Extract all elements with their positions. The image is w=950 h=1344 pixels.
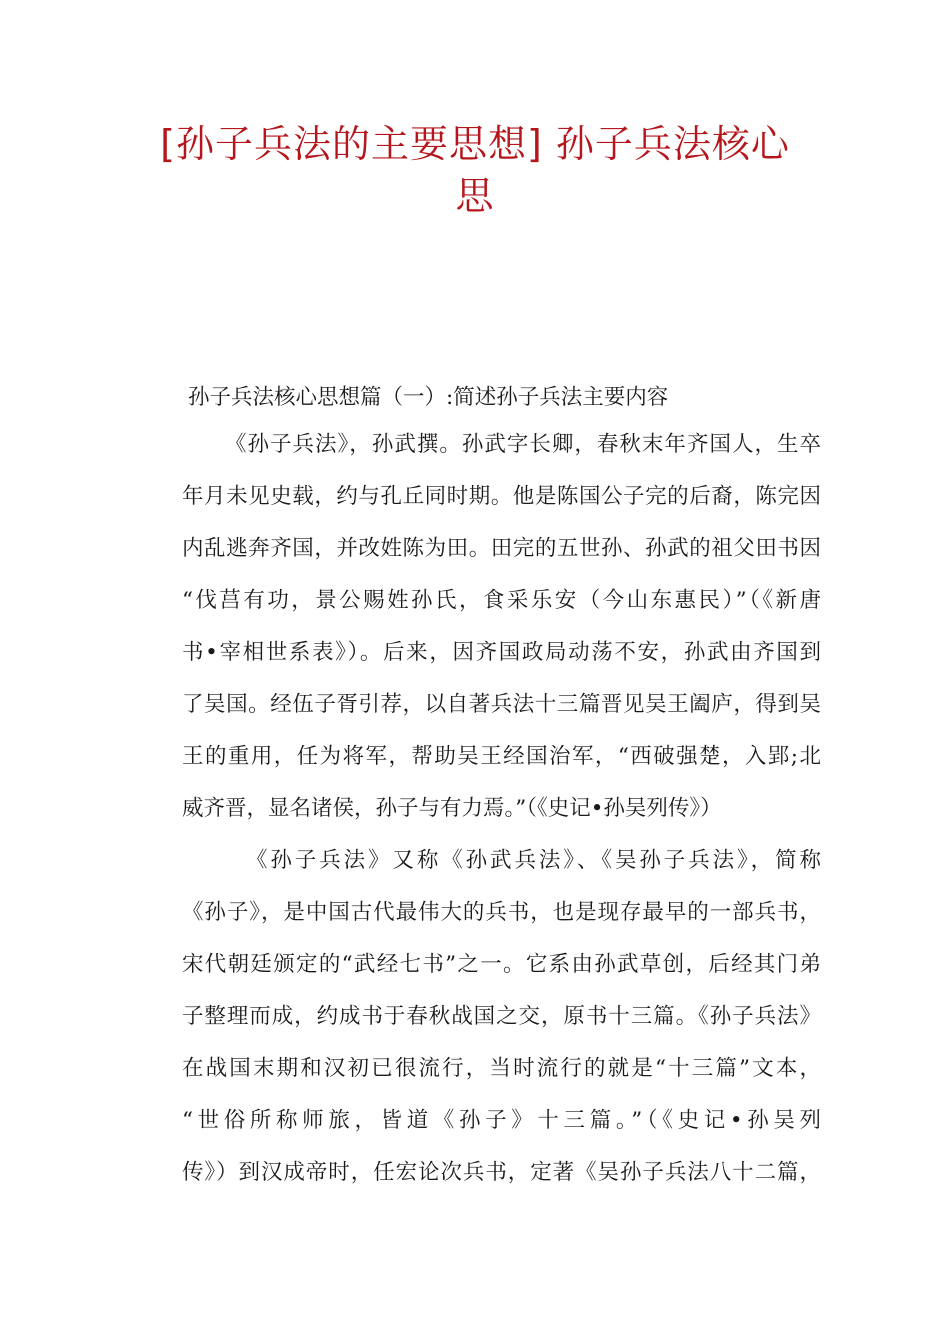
- paragraph-line: 传》）到汉成帝时，任宏论次兵书，定著《吴孙子兵法八十二篇，: [182, 1160, 821, 1185]
- paragraph-line: 子整理而成，约成书于春秋战国之交，原书十三篇。《孙子兵法》: [182, 1004, 821, 1029]
- title-line-1: [孙子兵法的主要思想] 孙子兵法核心: [160, 122, 790, 166]
- paragraph-line: 内乱逃奔齐国，并改姓陈为田。田完的五世孙、孙武的祖父田书因: [182, 536, 821, 561]
- paragraph-1: [139, 419, 821, 835]
- paragraph-line: 了吴国。经伍子胥引荐，以自著兵法十三篇晋见吴王阖庐，得到吴: [182, 692, 821, 717]
- paragraph-line: 王的重用，任为将军，帮助吴王经国治军，“西破强楚，入郢;北: [182, 744, 821, 769]
- document-title: [120, 118, 830, 222]
- section-heading: 孙子兵法核心思想篇（一）:简述孙子兵法主要内容: [188, 385, 669, 410]
- title-line-2: 思: [455, 174, 495, 218]
- paragraph-line: 在战国末期和汉初已很流行，当时流行的就是“十三篇”文本，: [182, 1056, 821, 1081]
- paragraph-line: 《孙子》，是中国古代最伟大的兵书，也是现存最早的一部兵书，: [182, 900, 821, 925]
- paragraph-2: [139, 835, 821, 1199]
- paragraph-line: 《孙子兵法》又称《孙武兵法》、《吴孙子兵法》，简称: [246, 848, 821, 873]
- paragraph-line: 年月未见史载，约与孔丘同时期。他是陈国公子完的后裔，陈完因: [182, 484, 821, 509]
- paragraph-line: “伐莒有功，景公赐姓孙氏，食采乐安（今山东惠民）”（《新唐: [182, 588, 821, 613]
- paragraph-line: 威齐晋，显名诸侯，孙子与有力焉。”（《史记•孙吴列传》）: [182, 796, 722, 821]
- paragraph-line: 宋代朝廷颁定的“武经七书”之一。它系由孙武草创，后经其门弟: [182, 952, 821, 977]
- paragraph-line: 书•宰相世系表》）。后来，因齐国政局动荡不安，孙武由齐国到: [182, 640, 821, 665]
- paragraph-line: “世俗所称师旅，皆道《孙子》十三篇。”（《史记•孙吴列: [182, 1108, 821, 1133]
- paragraph-line: 《孙子兵法》，孙武撰。孙武字长卿，春秋末年齐国人，生卒: [225, 432, 821, 457]
